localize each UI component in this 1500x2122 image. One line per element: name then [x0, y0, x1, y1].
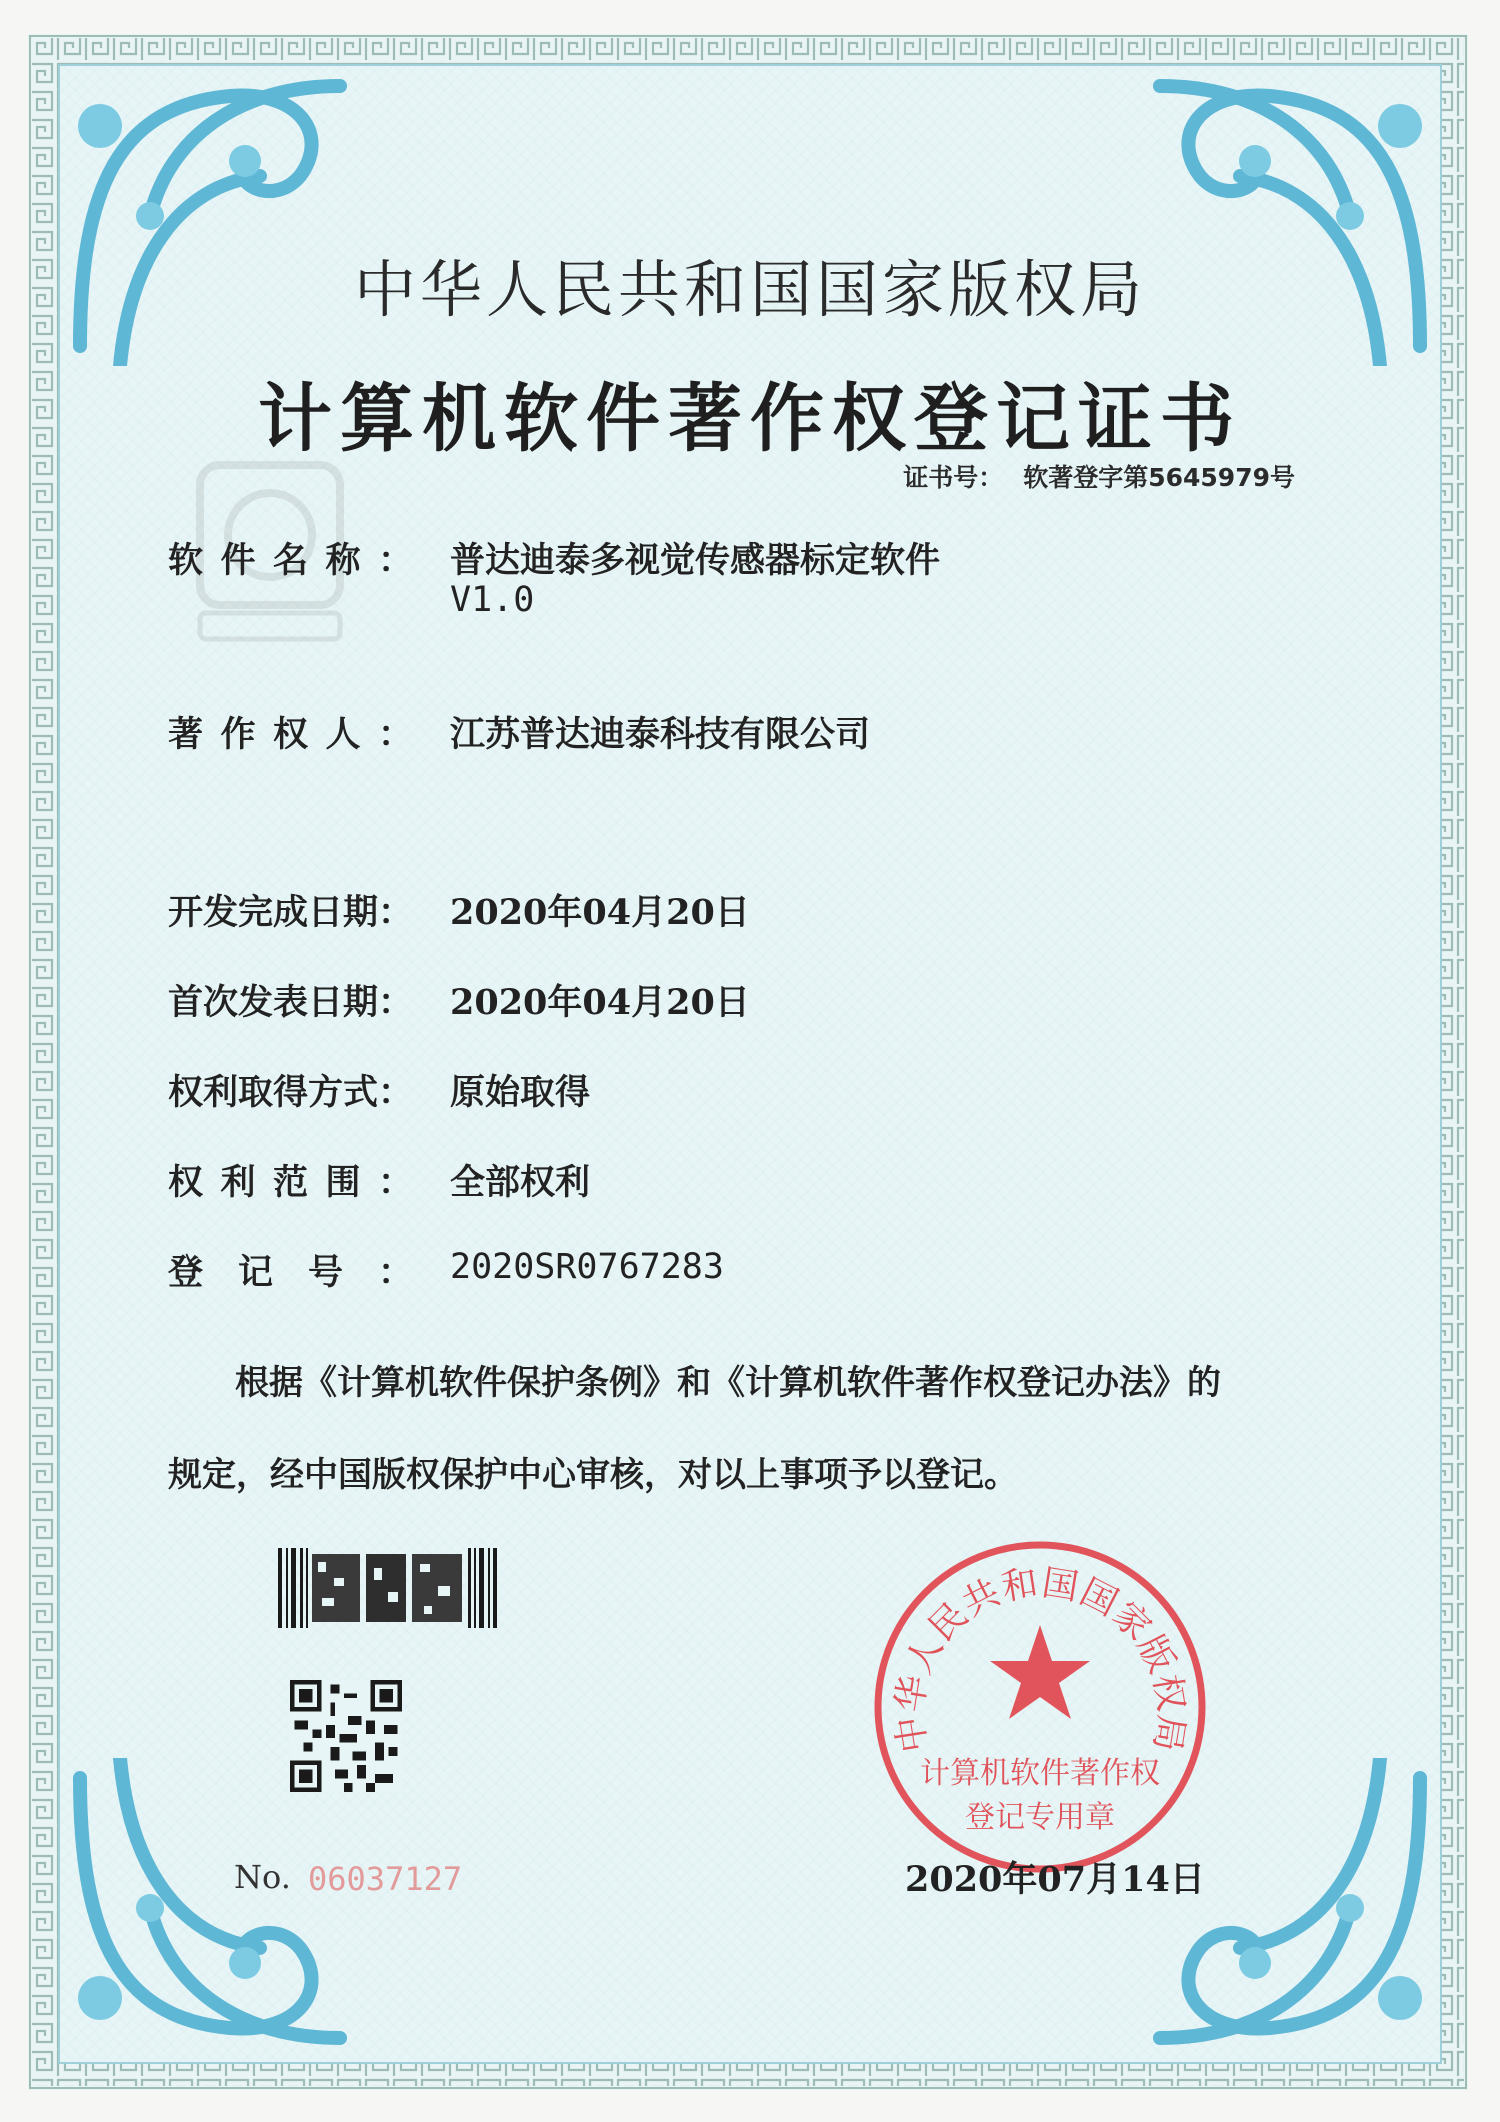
software-name-value: 普达迪泰多视觉传感器标定软件	[450, 540, 941, 581]
publication-date-value: 2020年04月20日	[450, 982, 750, 1023]
certificate-number	[903, 458, 1295, 494]
seal-outer-text: 中华人民共和国国家版权局	[889, 1562, 1192, 1756]
software-name-label: 软件名称：	[168, 540, 413, 581]
official-seal	[868, 1535, 1213, 1880]
acquisition-method-label: 权利取得方式：	[168, 1072, 414, 1113]
qr-code	[290, 1680, 402, 1792]
seal-star-icon	[990, 1625, 1090, 1719]
serial-number-label: No.	[234, 1858, 291, 1896]
barcode	[278, 1548, 500, 1628]
certificate-title: 计算机软件著作权登记证书	[258, 376, 1242, 462]
registration-statement-line2: 规定，经中国版权保护中心审核，对以上事项予以登记。	[168, 1455, 1018, 1495]
copyright-owner-value: 江苏普达迪泰科技有限公司	[450, 714, 871, 755]
issue-date: 2020年07月14日	[905, 1859, 1205, 1900]
development-date-label: 开发完成日期：	[168, 892, 414, 933]
registration-statement-line1: 根据《计算机软件保护条例》和《计算机软件著作权登记办法》的	[235, 1363, 1221, 1403]
acquisition-method-value: 原始取得	[450, 1072, 591, 1113]
registration-number-value: 2020SR0767283	[450, 1247, 724, 1287]
certificate-number-value: 软著登字第5645979号	[1023, 463, 1295, 492]
publication-date-label: 首次发表日期：	[168, 982, 414, 1023]
software-version-value: V1.0	[450, 580, 535, 620]
rights-scope-label: 权利范围：	[168, 1162, 413, 1203]
serial-number-value: 06037127	[308, 1860, 463, 1898]
certificate-number-label: 证书号：	[903, 463, 1004, 492]
registration-number-label: 登记号：	[168, 1252, 413, 1293]
corner-ornament-bottom-left	[60, 1758, 360, 2058]
copyright-owner-label: 著作权人：	[168, 714, 413, 755]
seal-inner-line2: 登记专用章	[965, 1800, 1115, 1835]
rights-scope-value: 全部权利	[450, 1162, 591, 1203]
development-date-value: 2020年04月20日	[450, 892, 750, 933]
issuing-authority-title: 中华人民共和国国家版权局	[353, 253, 1146, 326]
seal-inner-line1: 计算机软件著作权	[920, 1756, 1160, 1791]
